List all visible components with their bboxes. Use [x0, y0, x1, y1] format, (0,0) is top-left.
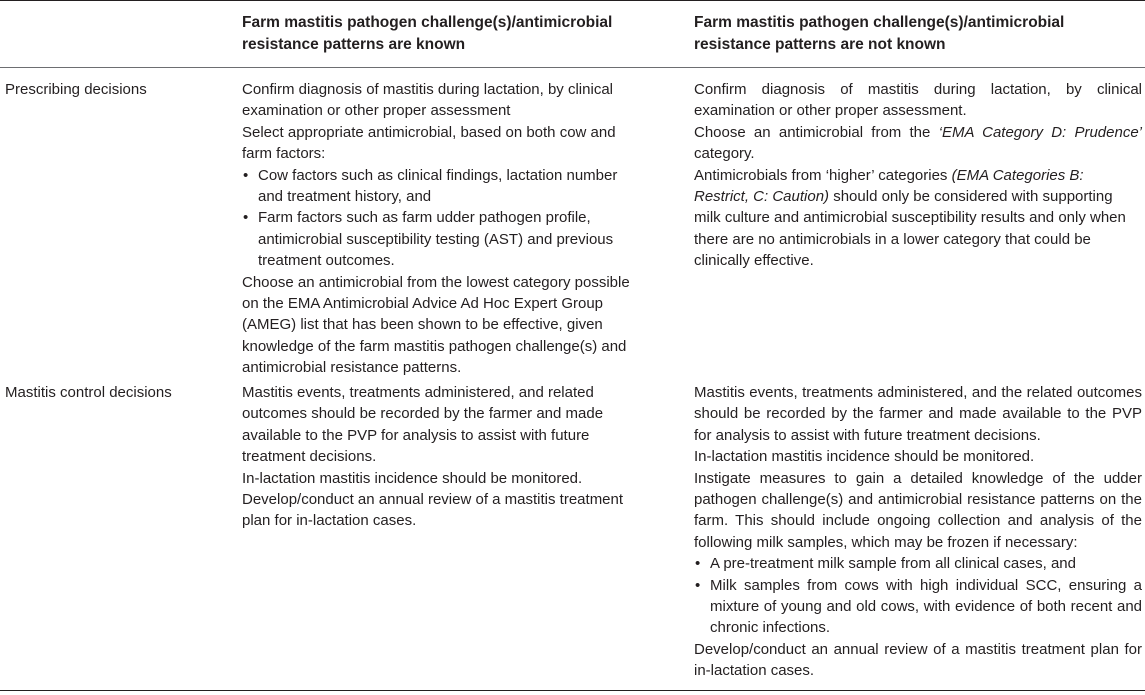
list-item: • Cow factors such as clinical findings, lactation number and treatment history, and [242, 165, 636, 208]
paragraph [694, 122, 1142, 165]
list-item: • A pre-treatment milk sample from all clinical cases, and [694, 553, 1142, 574]
text-span: Choose an antimicrobial from the [694, 123, 939, 141]
header-rule [0, 67, 1145, 68]
paragraph: Confirm diagnosis of mastitis during lactation, by clinical examination or other proper assessment [242, 81, 613, 120]
paragraph: Mastitis events, treatments administered, and the related outcomes should be recorded by the farmer and made available to the PVP for analysis to assist with future treatment decisions. [694, 384, 1142, 444]
row-label-mastitis-control: Mastitis control decisions [5, 384, 172, 401]
cell-control-known [242, 382, 636, 532]
bullet-list [242, 165, 636, 272]
table-top-rule [0, 0, 1145, 1]
paragraph: Confirm diagnosis of mastitis during lactation, by clinical examination or other proper assessment. [694, 81, 1142, 120]
header-known: Farm mastitis pathogen challenge(s)/antimicrobial resistance patterns are known [242, 14, 613, 53]
paragraph [694, 165, 1142, 272]
list-item: • Milk samples from cows with high individual SCC, ensuring a mixture of young and old cows, with evidence of both recent and chronic infections. [694, 575, 1142, 639]
emphasis-text: (EMA Categories B: Restrict, C: Caution) [694, 166, 1084, 206]
paragraph: Select appropriate antimicrobial, based on both cow and farm factors: [242, 123, 616, 163]
text-span: Antimicrobials from ‘higher’ categories [694, 166, 952, 184]
paragraph: Develop/conduct an annual review of a mastitis treatment plan for in-lactation cases. [242, 491, 624, 530]
table-bottom-rule [0, 690, 1145, 691]
list-item: • Farm factors such as farm udder pathogen profile, antimicrobial susceptibility testing (AST) and previous treatment outcomes. [242, 207, 636, 271]
cell-prescribing-known [242, 79, 636, 379]
paragraph: Mastitis events, treatments administered, and related outcomes should be recorded by the farmer and made available to the PVP for analysis to assist with future treatment decisions. [242, 384, 604, 466]
row-label-prescribing: Prescribing decisions [5, 81, 147, 98]
paragraph: Choose an antimicrobial from the lowest category possible on the EMA Antimicrobial Advice Ad Hoc Expert Group (AMEG) list that has been shown to be effective, given knowledge of the farm mastitis pathogen challenge(s) and antimicrobial resistance patterns. [242, 273, 630, 377]
paragraph: In-lactation mastitis incidence should be monitored. [242, 469, 583, 487]
text-span: category. [694, 145, 755, 163]
cell-control-not-known [694, 382, 1142, 682]
paragraph: Develop/conduct an annual review of a mastitis treatment plan for in-lactation cases. [694, 640, 1142, 680]
cell-prescribing-not-known [694, 79, 1142, 272]
emphasis-text: ‘EMA Category D: Prudence’ [938, 123, 1142, 141]
text-span: should only be considered with supporting milk culture and antimicrobial susceptibility results and only when there are no antimicrobials in a lower category that could be clinically effective. [694, 188, 1126, 270]
bullet-list [694, 553, 1142, 639]
paragraph: Instigate measures to gain a detailed knowledge of the udder pathogen challenge(s) and antimicrobial resistance patterns on the farm. This should include ongoing collection and analysis of the following milk samples, which may be frozen if necessary: [694, 469, 1142, 551]
header-not-known: Farm mastitis pathogen challenge(s)/antimicrobial resistance patterns are not known [694, 14, 1065, 53]
paragraph: In-lactation mastitis incidence should be monitored. [694, 448, 1035, 466]
